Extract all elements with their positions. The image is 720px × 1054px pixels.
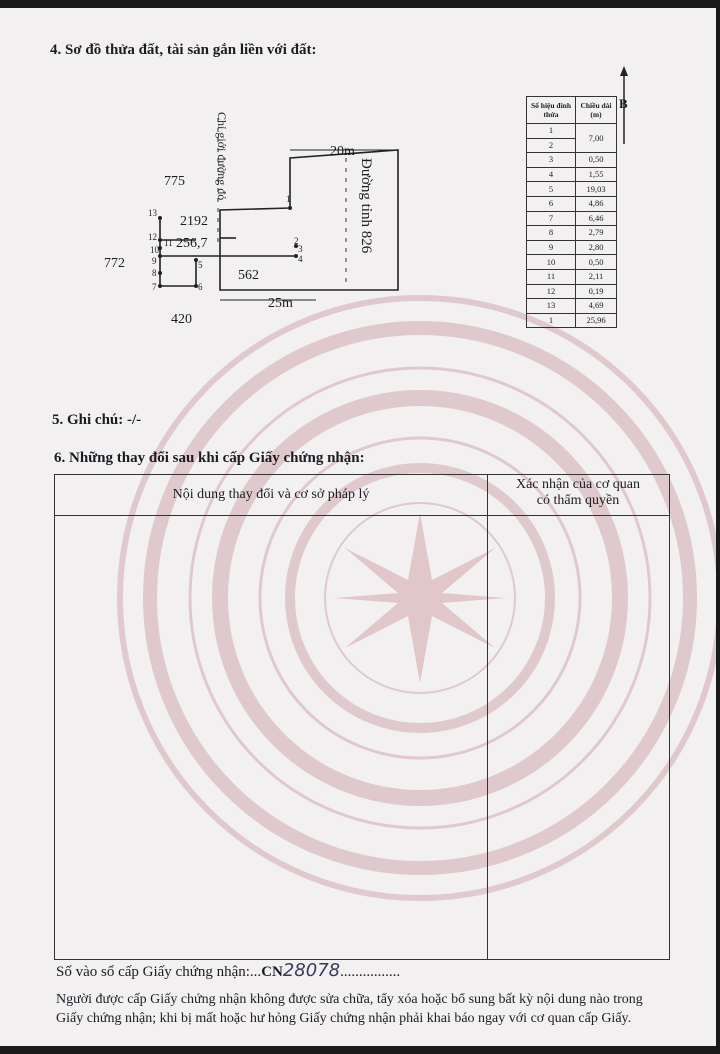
top-width-label: 20m [330, 144, 355, 159]
point-label: 1 [286, 194, 291, 204]
point-label: 12 [148, 232, 157, 242]
notice-line1: Người được cấp Giấy chứng nhận không được sửa chữa, tẩy xóa hoặc bổ sung bất kỳ nội dung nào trong [56, 992, 643, 1007]
bottom-width-label: 25m [268, 296, 293, 311]
point-cell: 6 [527, 196, 576, 211]
north-label: B [619, 96, 628, 111]
changes-table [54, 474, 670, 960]
length-cell: 0,50 [576, 255, 617, 270]
header-point: Số hiệu đỉnh thửa [527, 97, 576, 124]
point-cell: 1 [527, 124, 576, 139]
point-label: 7 [152, 282, 157, 292]
neighbor-775: 775 [164, 174, 185, 189]
length-cell: 2,79 [576, 226, 617, 241]
registry-number: 28078 [282, 960, 341, 981]
registry-line [56, 960, 400, 981]
road-boundary-label: Chỉ giới đường đỏ [215, 112, 229, 201]
changes-content-column [55, 475, 488, 959]
point-label: 8 [152, 268, 157, 278]
point-cell: 9 [527, 240, 576, 255]
neighbor-772: 772 [104, 256, 125, 271]
length-cell: 4,86 [576, 196, 617, 211]
length-cell: 2,80 [576, 240, 617, 255]
length-cell: 2,11 [576, 269, 617, 284]
point-label: 6 [198, 282, 203, 292]
neighbor-562: 562 [238, 268, 259, 283]
header-length: Chiều dài (m) [576, 97, 617, 124]
length-cell: 1,55 [576, 167, 617, 182]
registry-prefix: CN [261, 964, 283, 980]
notice [56, 990, 676, 1028]
road-name-label: Đường tỉnh 826 [358, 158, 374, 254]
point-cell: 12 [527, 284, 576, 299]
col1-header: Nội dung thay đổi và cơ sở pháp lý [172, 487, 370, 502]
point-cell: 2 [527, 138, 576, 153]
parcel-area: 256,7 [176, 236, 208, 251]
point-cell: 11 [527, 269, 576, 284]
length-cell: 19,03 [576, 182, 617, 197]
point-label: 13 [148, 208, 157, 218]
point-label: 11 [164, 238, 173, 248]
point-label: 4 [298, 254, 303, 264]
length-cell: 0,50 [576, 153, 617, 168]
point-cell: 10 [527, 255, 576, 270]
registry-label: Số vào sổ cấp Giấy chứng nhận:... [56, 964, 262, 980]
point-label: 3 [298, 244, 303, 254]
col2-header-line2: có thẩm quyền [536, 493, 620, 508]
length-cell: 4,69 [576, 299, 617, 314]
section5-title: 5. Ghi chú: -/- [52, 412, 142, 428]
point-cell: 5 [527, 182, 576, 197]
length-cell: 25,96 [576, 313, 617, 328]
point-cell: 3 [527, 153, 576, 168]
point-cell: 4 [527, 167, 576, 182]
point-cell: 7 [527, 211, 576, 226]
point-cell: 13 [527, 299, 576, 314]
edge-lengths-table [526, 96, 617, 328]
col2-header-line1: Xác nhận của cơ quan [515, 477, 640, 492]
point-cell: 8 [527, 226, 576, 241]
point-label: 5 [198, 260, 203, 270]
point-label: 10 [150, 245, 159, 255]
point-cell: 1 [527, 313, 576, 328]
section4-title: 4. Sơ đồ thửa đất, tài sản gắn liền với đất: [50, 42, 317, 58]
neighbor-420: 420 [171, 312, 192, 327]
section6-title: 6. Những thay đổi sau khi cấp Giấy chứng nhận: [54, 450, 365, 466]
length-cell: 0,19 [576, 284, 617, 299]
point-label: 2 [294, 236, 299, 246]
notice-line2: Giấy chứng nhận; khi bị mất hoặc hư hỏng Giấy chứng nhận phải khai báo ngay với cơ quan cấp Giấy. [56, 1011, 632, 1026]
col2-header [487, 477, 669, 509]
registry-dots: ................ [340, 964, 401, 980]
length-cell: 6,46 [576, 211, 617, 226]
parcel-number: 2192 [180, 214, 208, 229]
length-cell: 7,00 [576, 124, 617, 153]
point-label: 9 [152, 256, 157, 266]
certificate-page [0, 8, 716, 1046]
